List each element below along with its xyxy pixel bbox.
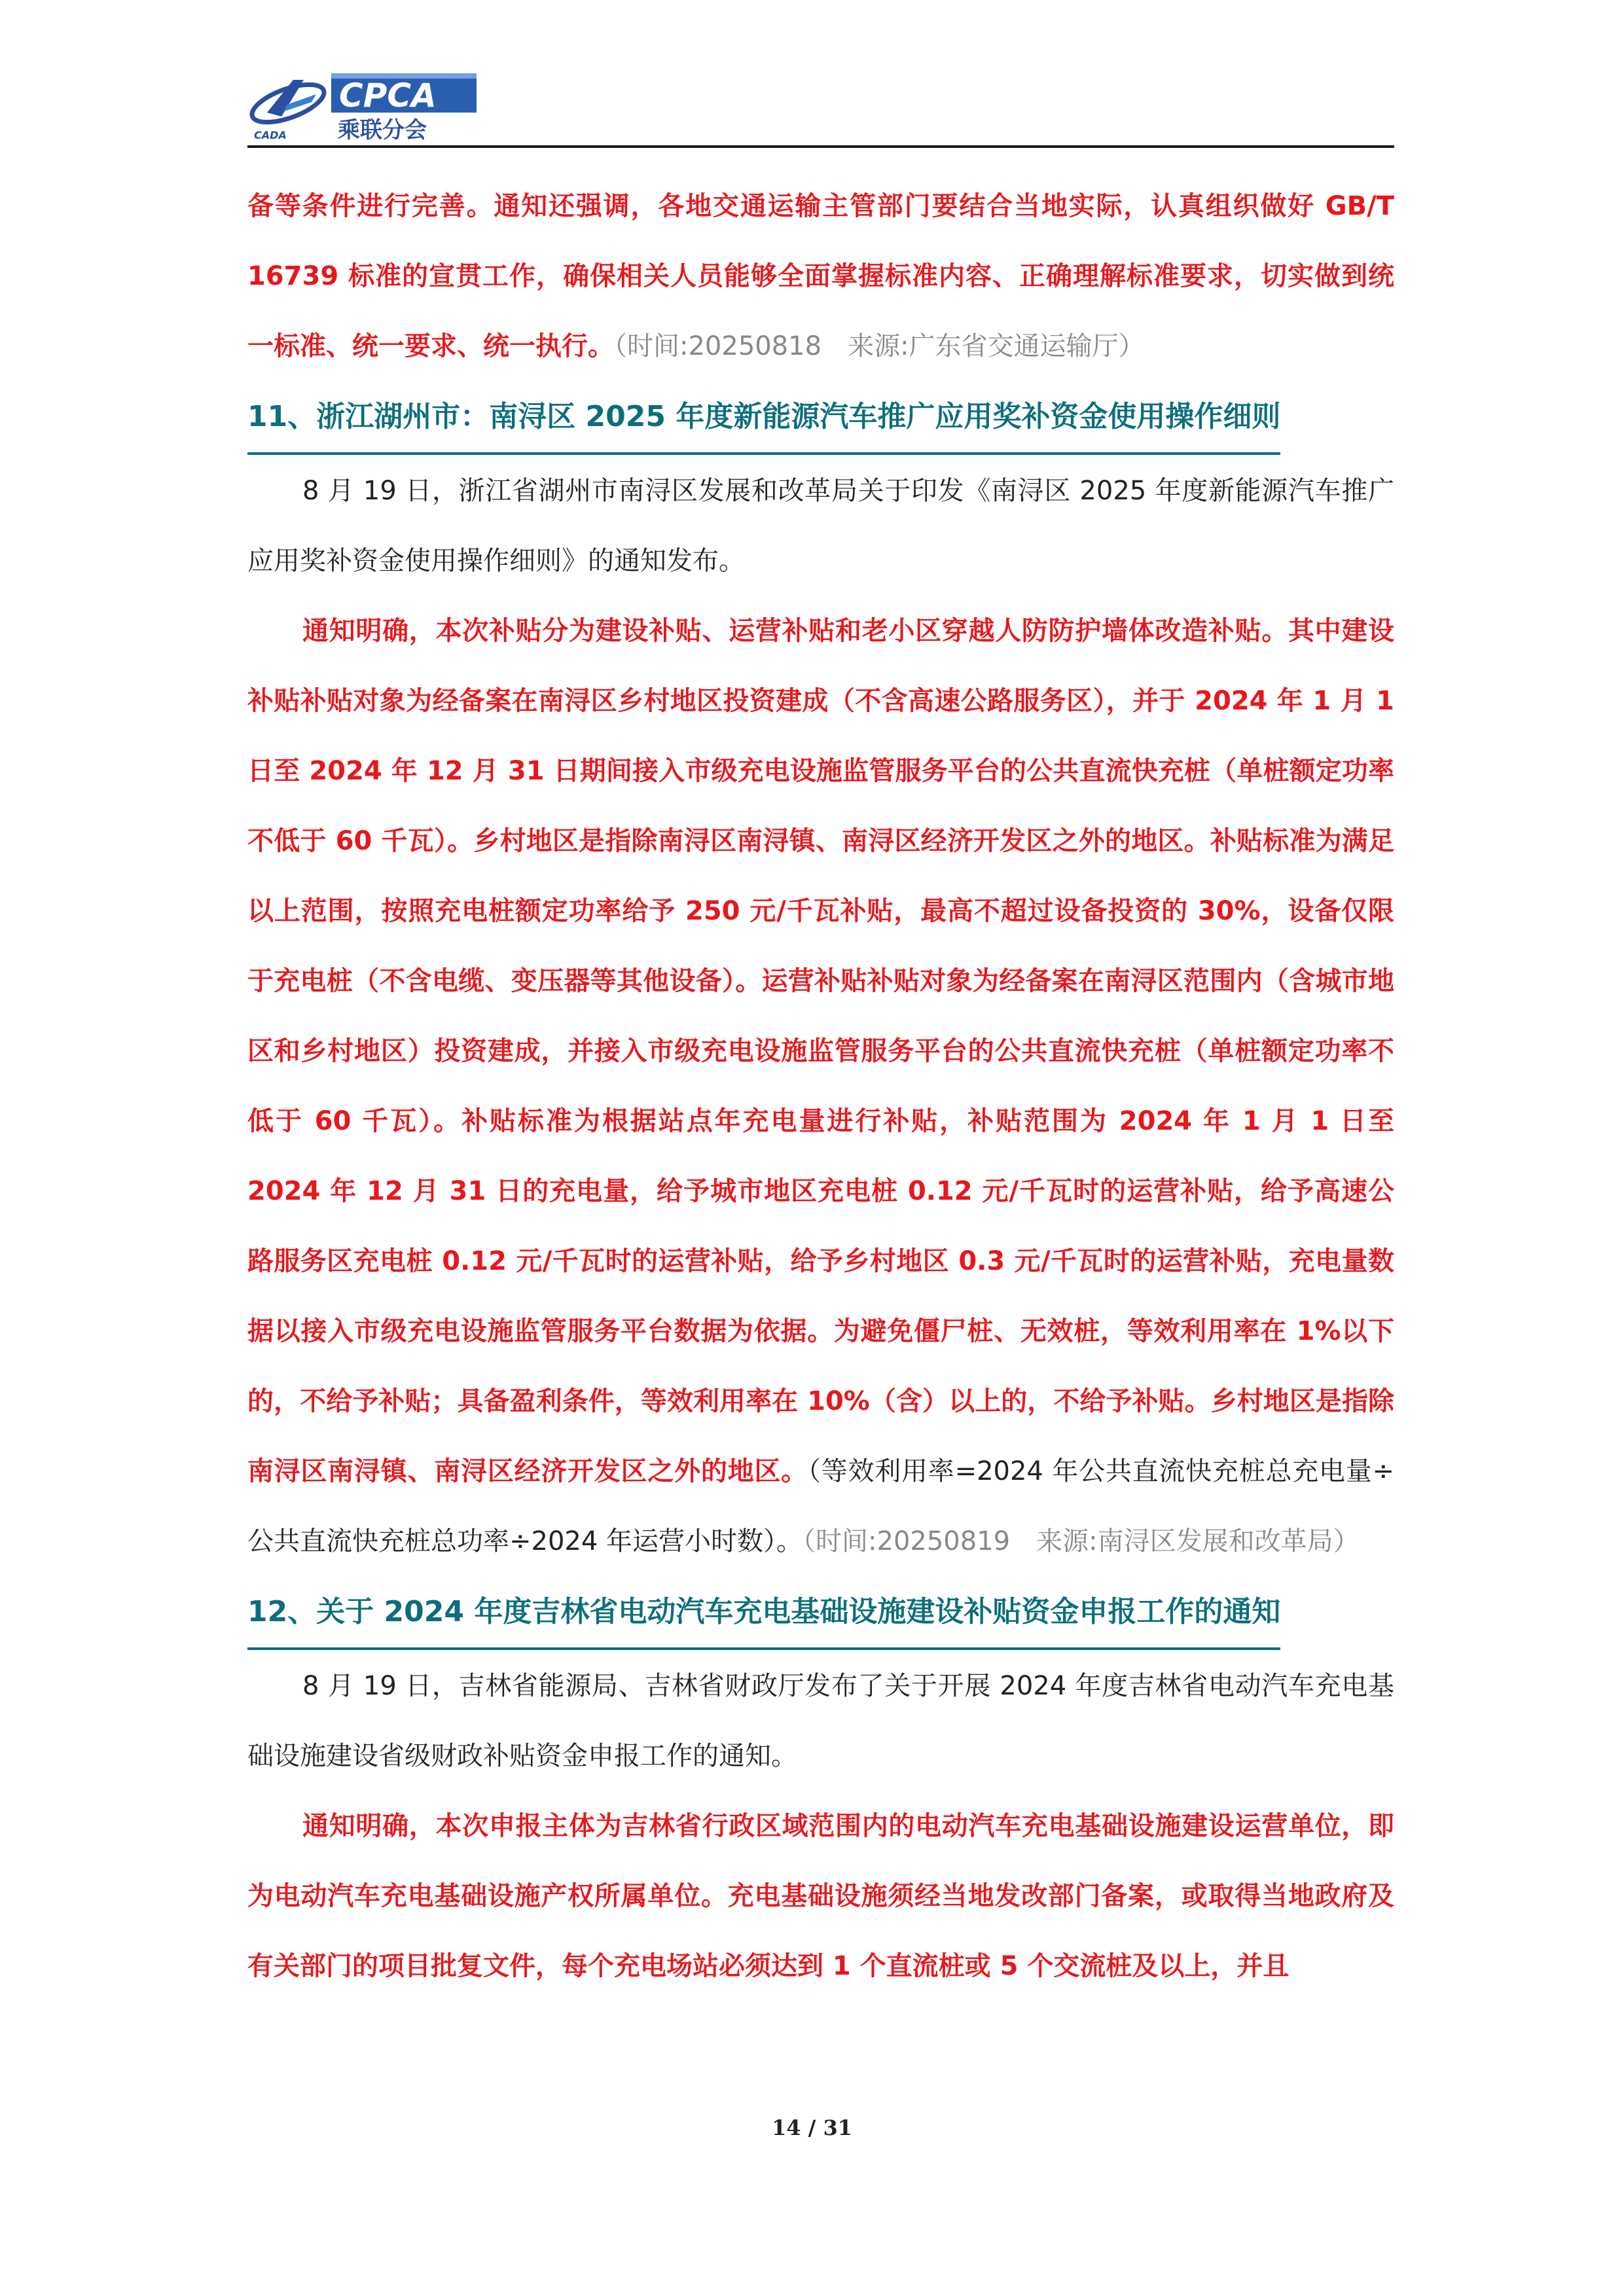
paragraph-5 <box>247 1791 1394 2001</box>
svg-text:CPCA: CPCA <box>339 77 437 115</box>
header-rule <box>247 145 1394 148</box>
svg-text:乘联分会: 乘联分会 <box>338 117 427 143</box>
section-heading-12: 12、关于 2024 年度吉林省电动汽车充电基础设施建设补贴资金申报工作的通知 <box>247 1579 1280 1650</box>
page-number: 14 / 31 <box>771 2115 853 2140</box>
paragraph-4: 8 月 19 日，吉林省能源局、吉林省财政厅发布了关于开展 2024 年度吉林省电动汽车充电基础设施建设省级财政补贴资金申报工作的通知。 <box>247 1671 1394 1771</box>
svg-text:CADA: CADA <box>254 129 287 141</box>
source-note: （时间:20250819 来源:南浔区发展和改革局） <box>803 1526 1360 1556</box>
paragraph-3 <box>247 596 1394 1577</box>
red-text: 通知明确，本次补贴分为建设补贴、运营补贴和老小区穿越人防防护墙体改造补贴。其中建设补贴补贴对象为经备案在南浔区乡村地区投资建成（不含高速公路服务区），并于 2024 年 1 月 1 日至 2024 年 12 月 31 日期间接入市级充电设施监管服务平台的公共直流快充桩（单桩额定功率不低于 60 千瓦）。乡村地区是指除南浔区南浔镇、南浔区经济开发区之外的地区。补贴标准为满足以上范围，按照充电桩额定功率给予 250 元/千瓦补贴，最高不超过设备投资的 30%，设备仅限于充电桩（不含电缆、变压器等其他设备）。运营补贴补贴对象为经备案在南浔区范围内（含城市地区和乡村地区）投资建成，并接入市级充电设施监管服务平台的公共直流快充桩（单桩额定功率不低于 60 千瓦）。补贴标准为根据站点年充电量进行补贴，补贴范围为 2024 年 1 月 1 日至 2024 年 12 月 31 日的充电量，给予城市地区充电桩 0.12 元/千瓦时的运营补贴，给予高速公路服务区充电桩 0.12 元/千瓦时的运营补贴，给予乡村地区 0.3 元/千瓦时的运营补贴，充电量数据以接入市级充电设施监管服务平台数据为依据。为避免僵尸桩、无效桩，等效利用率在 1%以下的，不给予补贴；具备盈利条件，等效利用率在 10%（含）以上的，不给予补贴。乡村地区是指除南浔区南浔镇、南浔区经济开发区之外的地区。 <box>247 616 1394 1486</box>
red-text: 通知明确，本次申报主体为吉林省行政区域范围内的电动汽车充电基础设施建设运营单位，即为电动汽车充电基础设施产权所属单位。充电基础设施须经当地发改部门备案，或取得当地政府及有关部门的项目批复文件，每个充电场站必须达到 1 个直流桩或 5 个交流桩及以上，并且 <box>247 1811 1394 1981</box>
paragraph-1 <box>247 171 1394 382</box>
red-text: 备等条件进行完善。通知还强调，各地交通运输主管部门要结合当地实际，认真组织做好 GB/T 16739 标准的宣贯工作，确保相关人员能够全面掌握标准内容、正确理解标准要求，切实做到统一标准、统一要求、统一执行。 <box>247 191 1394 361</box>
cpca-logo <box>247 65 483 144</box>
section-heading-11: 11、浙江湖州市：南浔区 2025 年度新能源汽车推广应用奖补资金使用操作细则 <box>247 384 1280 455</box>
paragraph-2: 8 月 19 日，浙江省湖州市南浔区发展和改革局关于印发《南浔区 2025 年度新能源汽车推广应用奖补资金使用操作细则》的通知发布。 <box>247 476 1394 576</box>
document-body <box>247 171 1394 2001</box>
source-note: （时间:20250818 来源:广东省交通运输厅） <box>614 331 1145 361</box>
formula-note: （等效利用率=2024 年公共直流快充桩总充电量÷公共直流快充桩总功率÷2024 年运营小时数）。 <box>247 1456 1395 1556</box>
page-header <box>247 65 1394 148</box>
